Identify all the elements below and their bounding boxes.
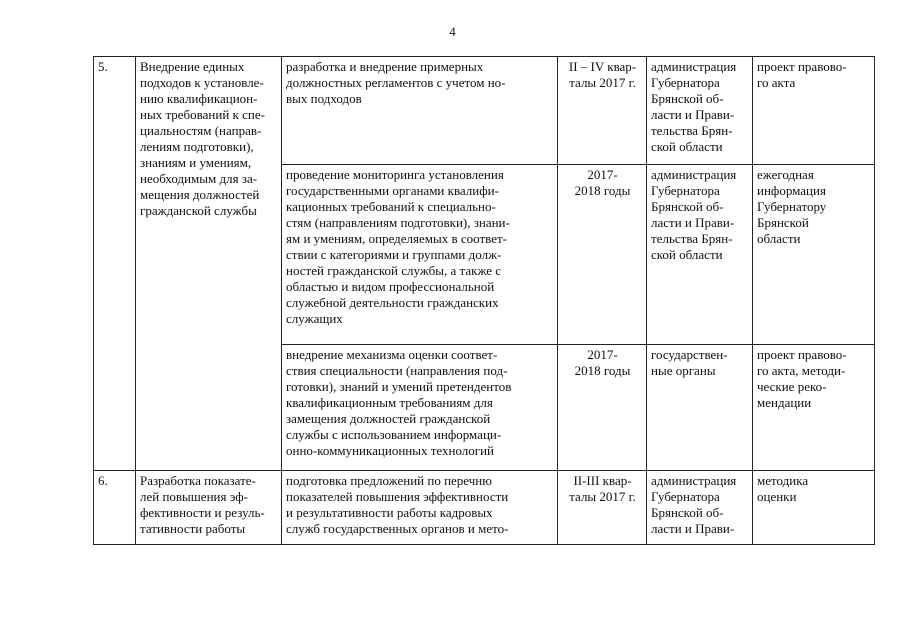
activity-cell: проведение мониторинга установления государственными органами квалифи- кационных требований к специально- стям (направлениям подготовки), знани- ям и умениям, определяемых в соответ- ствии с категориями и группами долж- ностей гражданской службы, а также с областью и видом профессиональной служебной деятельности гражданских служащих [282, 165, 558, 345]
page-number: 4 [449, 24, 456, 39]
activity-cell: подготовка предложений по перечню показателей повышения эффективности и результативности работы кадровых служб государственных органов и мето- [282, 471, 558, 545]
executor-cell: администрация Губернатора Брянской об- ласти и Прави- тельства Брян- ской области [647, 57, 753, 165]
table-row [94, 471, 875, 545]
result-cell: ежегодная информация Губернатору Брянской области [753, 165, 875, 345]
plan-table [93, 56, 875, 545]
result-cell: проект правово- го акта, методи- ческие реко- мендации [753, 345, 875, 471]
period-cell: II – IV квар- талы 2017 г. [558, 57, 647, 165]
executor-cell: администрация Губернатора Брянской об- ласти и Прави- тельства Брян- ской области [647, 165, 753, 345]
item-title-cell: Внедрение единых подходов к установле- нию квалификацион- ных требований к спе- циальностям (направ- лениям подготовки), знаниям и умениям, необходимым для за- мещения должностей гражданской службы [136, 57, 282, 471]
period-cell: II-III квар- талы 2017 г. [558, 471, 647, 545]
executor-cell: государствен- ные органы [647, 345, 753, 471]
item-number-cell: 6. [94, 471, 136, 545]
period-cell: 2017- 2018 годы [558, 345, 647, 471]
activity-cell: разработка и внедрение примерных должностных регламентов с учетом но- вых подходов [282, 57, 558, 165]
period-cell: 2017- 2018 годы [558, 165, 647, 345]
table-row [94, 57, 875, 165]
activity-cell: внедрение механизма оценки соответ- ствия специальности (направления под- готовки), знаний и умений претендентов квалификационным требованиям для замещения должностей гражданской службы с использованием информаци- онно-коммуникационных технологий [282, 345, 558, 471]
item-number-cell: 5. [94, 57, 136, 471]
result-cell: методика оценки [753, 471, 875, 545]
result-cell: проект правово- го акта [753, 57, 875, 165]
item-title-cell: Разработка показате- лей повышения эф- фективности и резуль- тативности работы [136, 471, 282, 545]
executor-cell: администрация Губернатора Брянской об- ласти и Прави- [647, 471, 753, 545]
